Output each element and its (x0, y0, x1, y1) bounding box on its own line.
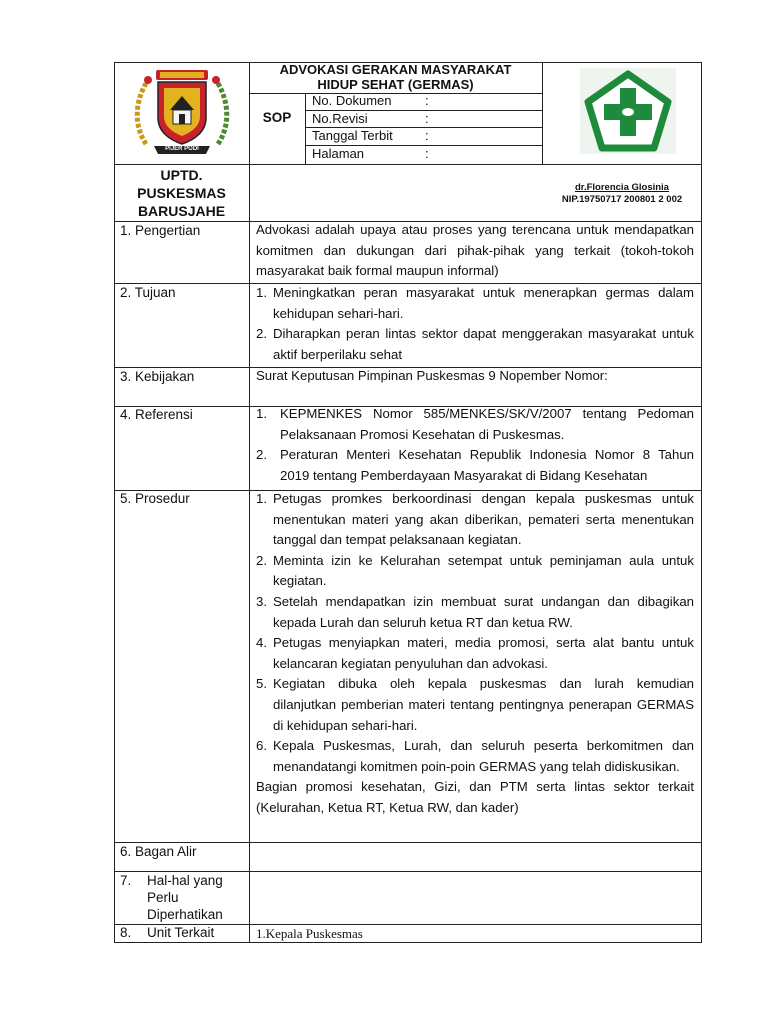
list-item (256, 324, 694, 365)
org-name-line3: BARUSJAHE (137, 203, 226, 219)
docfield-halaman (312, 145, 537, 163)
list-item-text: Setelah mendapatkan izin membuat surat undangan dan dibagikan kepada Lurah dan seluruh ketua RT dan ketua RW. (273, 593, 694, 630)
list-item-text: Diharapkan peran lintas sektor dapat menggerakan masyarakat untuk aktif berperilaku sehat (273, 326, 694, 362)
section-label-hal-hal-line3: Diperhatikan (147, 907, 223, 922)
list-item-number: 1. (256, 491, 267, 506)
list-item (256, 592, 694, 633)
docfield-label: No. Dokumen (312, 93, 392, 108)
list-item (256, 633, 694, 674)
list-item (256, 445, 694, 486)
prosedur-list (256, 489, 694, 819)
docfield-label: Halaman (312, 146, 365, 161)
pengertian-text: Advokasi adalah upaya atau proses yang terencana untuk mendapatkan komitmen dan dukungan dari pihak-pihak yang terkait (tokoh-tokoh masyarakat baik formal maupun informal) (256, 222, 694, 279)
docfield-label: Tanggal Terbit (312, 128, 393, 143)
docfield-colon: : (425, 146, 429, 161)
signer-name: dr.Florencia Glosinia (575, 182, 669, 193)
list-item-text: Kepala Puskesmas, Lurah, dan seluruh peserta berkomitmen dan menandatangi komitmen poin-poin GERMAS yang telah didiskusikan. (273, 738, 694, 774)
list-item-text: Petugas promkes berkoordinasi dengan kepala puskesmas untuk menentukan materi yang akan diberikan, pemateri serta menentukan tanggal dan tempat pelaksanaan kegiatan. (273, 491, 694, 548)
unit-terkait-text: 1.Kepala Puskesmas (256, 926, 363, 941)
emblem-banner-text: PIJER PODI (165, 146, 199, 152)
list-item-text: KEPMENKES Nomor 585/MENKES/SK/V/2007 tentang Pedoman Pelaksanaan Promosi Kesehatan di Puskesmas. (280, 406, 694, 442)
section-number-hal-hal: 7. (120, 873, 132, 888)
sop-label-divider (305, 93, 306, 164)
list-item (256, 283, 694, 324)
list-item-text: Peraturan Menteri Kesehatan Republik Indonesia Nomor 8 Tahun 2019 tentang Pemberdayaan Masyarakat di Bidang Kesehatan (280, 447, 694, 483)
section-label-prosedur: 5. Prosedur (120, 491, 190, 506)
list-item (256, 736, 694, 777)
docfield-nodokumen (312, 93, 537, 110)
puskesmas-logo (580, 68, 676, 154)
docfield-tanggalterbit (312, 127, 537, 144)
list-item (256, 551, 694, 592)
row-line-hal-top (114, 871, 701, 872)
list-item-number: 2. (256, 447, 267, 463)
sop-title-line2: HIDUP SEHAT (GERMAS) (317, 77, 474, 92)
header-col-divider-left (249, 62, 250, 942)
list-item-number: 3. (256, 593, 267, 609)
prosedur-closing-text: Bagian promosi kesehatan, Gizi, dan PTM serta lintas sektor terkait (Kelurahan, Ketua RT, Ketua RW, dan kader) (256, 779, 694, 815)
section-label-tujuan: 2. Tujuan (120, 285, 176, 300)
signer-nip: NIP.19750717 200801 2 002 (561, 194, 683, 205)
list-item-text: Meminta izin ke Kelurahan setempat untuk peminjaman aula untuk kegiatan. (273, 552, 694, 589)
list-item (256, 404, 694, 445)
list-item-number: 1. (256, 406, 267, 421)
list-item-text: Petugas menyiapkan materi, media promosi, serta alat bantu untuk kelancaran kegiatan penyuluhan dan advokasi. (273, 635, 694, 671)
section-label-hal-hal-line1: Hal-hal yang (147, 873, 223, 888)
section-label-bagan-alir: 6. Bagan Alir (120, 844, 197, 859)
sop-label: SOP (262, 110, 292, 125)
docfield-colon: : (425, 128, 429, 143)
docfield-label: No.Revisi (312, 111, 368, 126)
list-item-number: 1. (256, 285, 267, 300)
referensi-list (256, 404, 694, 486)
list-item (256, 489, 694, 551)
section-label-unit-terkait: Unit Terkait (147, 925, 215, 940)
org-name-line1: UPTD. (160, 167, 203, 183)
docfield-colon: : (425, 93, 429, 108)
list-item-number: 5. (256, 676, 267, 692)
section-number-unit-terkait: 8. (120, 925, 132, 940)
org-name-line2: PUSKESMAS (137, 185, 226, 201)
list-item-number: 6. (256, 738, 267, 754)
section-label-hal-hal-line2: Perlu (147, 890, 179, 905)
list-item-number: 2. (256, 326, 267, 342)
sop-title-line1: ADVOKASI GERAKAN MASYARAKAT (279, 62, 512, 77)
tujuan-list (256, 283, 694, 365)
row-line-bagan-top (114, 842, 701, 843)
list-item-number: 2. (256, 552, 267, 568)
regency-emblem-logo (126, 66, 238, 160)
header-col-divider-right (542, 62, 543, 164)
list-item-number: 4. (256, 635, 267, 651)
header-bottom-line (114, 164, 701, 165)
docfield-colon: : (425, 111, 429, 126)
section-label-kebijakan: 3. Kebijakan (120, 369, 195, 384)
section-label-referensi: 4. Referensi (120, 407, 193, 422)
docfield-norevisi (312, 110, 537, 127)
kebijakan-text: Surat Keputusan Pimpinan Puskesmas 9 Nopember Nomor: (256, 368, 608, 383)
list-item-text: Kegiatan dibuka oleh kepala puskesmas dan lurah kemudian dilanjutkan pemberian materi tentang pentingnya penerapan GERMAS di kehidupan sehari-hari. (273, 676, 694, 733)
section-label-pengertian: 1. Pengertian (120, 223, 201, 238)
list-item-text: Meningkatkan peran masyarakat untuk menerapkan germas dalam kehidupan sehari-hari. (273, 285, 694, 321)
list-item (256, 674, 694, 736)
